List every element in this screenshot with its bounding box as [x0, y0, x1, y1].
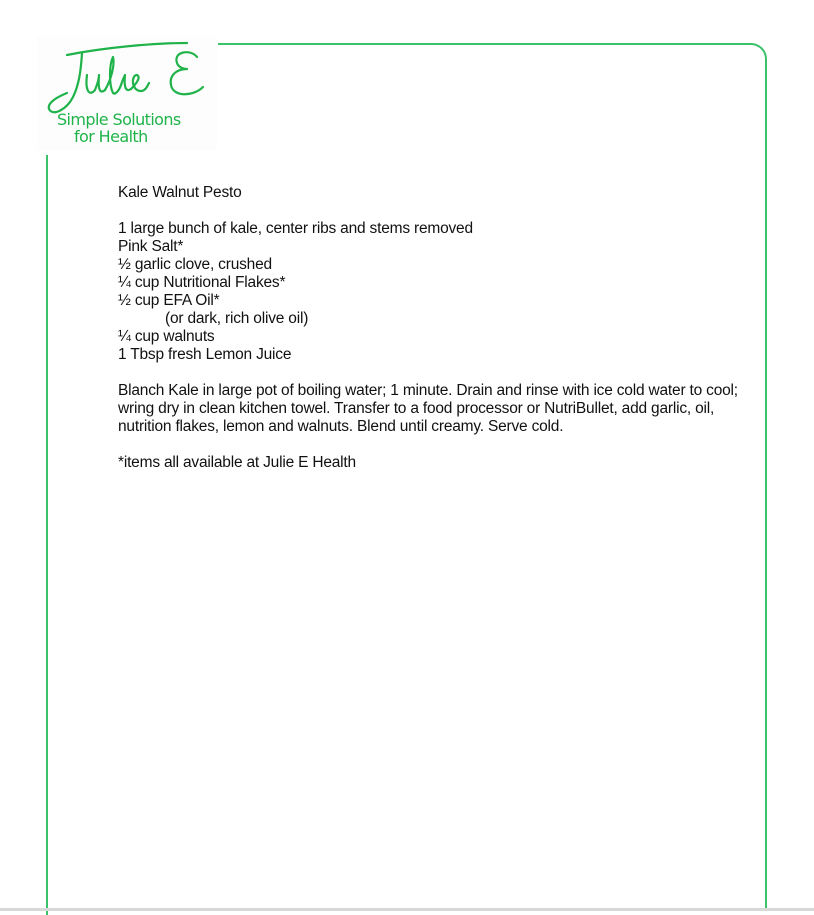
ingredient-note: (or dark, rich olive oil) [165, 310, 309, 327]
ingredient-item: Pink Salt* [118, 238, 184, 255]
recipe-footnote: *items all available at Julie E Health [118, 454, 356, 471]
logo-tagline-line2: for Health [74, 127, 148, 146]
ingredient-item: ¼ cup Nutritional Flakes* [118, 274, 286, 291]
recipe-method: Blanch Kale in large pot of boiling water; 1 minute. Drain and rinse with ice cold water to cool; wring dry in clean kitchen towel. Transfer to a food processor or NutriBullet, add garlic, oil, nutrition flakes, lemon and walnuts. Blend until creamy. Serve cold. [118, 382, 738, 435]
frame-left-border [46, 155, 48, 915]
recipe-body [118, 184, 758, 472]
ingredient-item: 1 large bunch of kale, center ribs and stems removed [118, 220, 473, 237]
recipe-title: Kale Walnut Pesto [118, 184, 242, 201]
frame-right-border [765, 70, 767, 910]
frame-corner [737, 43, 767, 73]
ingredient-item: ½ garlic clove, crushed [118, 256, 272, 273]
frame-top-border [218, 43, 749, 45]
logo-tagline-line1: Simple Solutions [57, 110, 181, 129]
ingredient-item: ¼ cup walnuts [118, 328, 215, 345]
signature-icon [37, 35, 217, 115]
ingredient-item: ½ cup EFA Oil* [118, 292, 220, 309]
julie-e-logo [37, 35, 217, 150]
ingredient-item: 1 Tbsp fresh Lemon Juice [118, 346, 292, 363]
ingredient-list [118, 220, 758, 364]
